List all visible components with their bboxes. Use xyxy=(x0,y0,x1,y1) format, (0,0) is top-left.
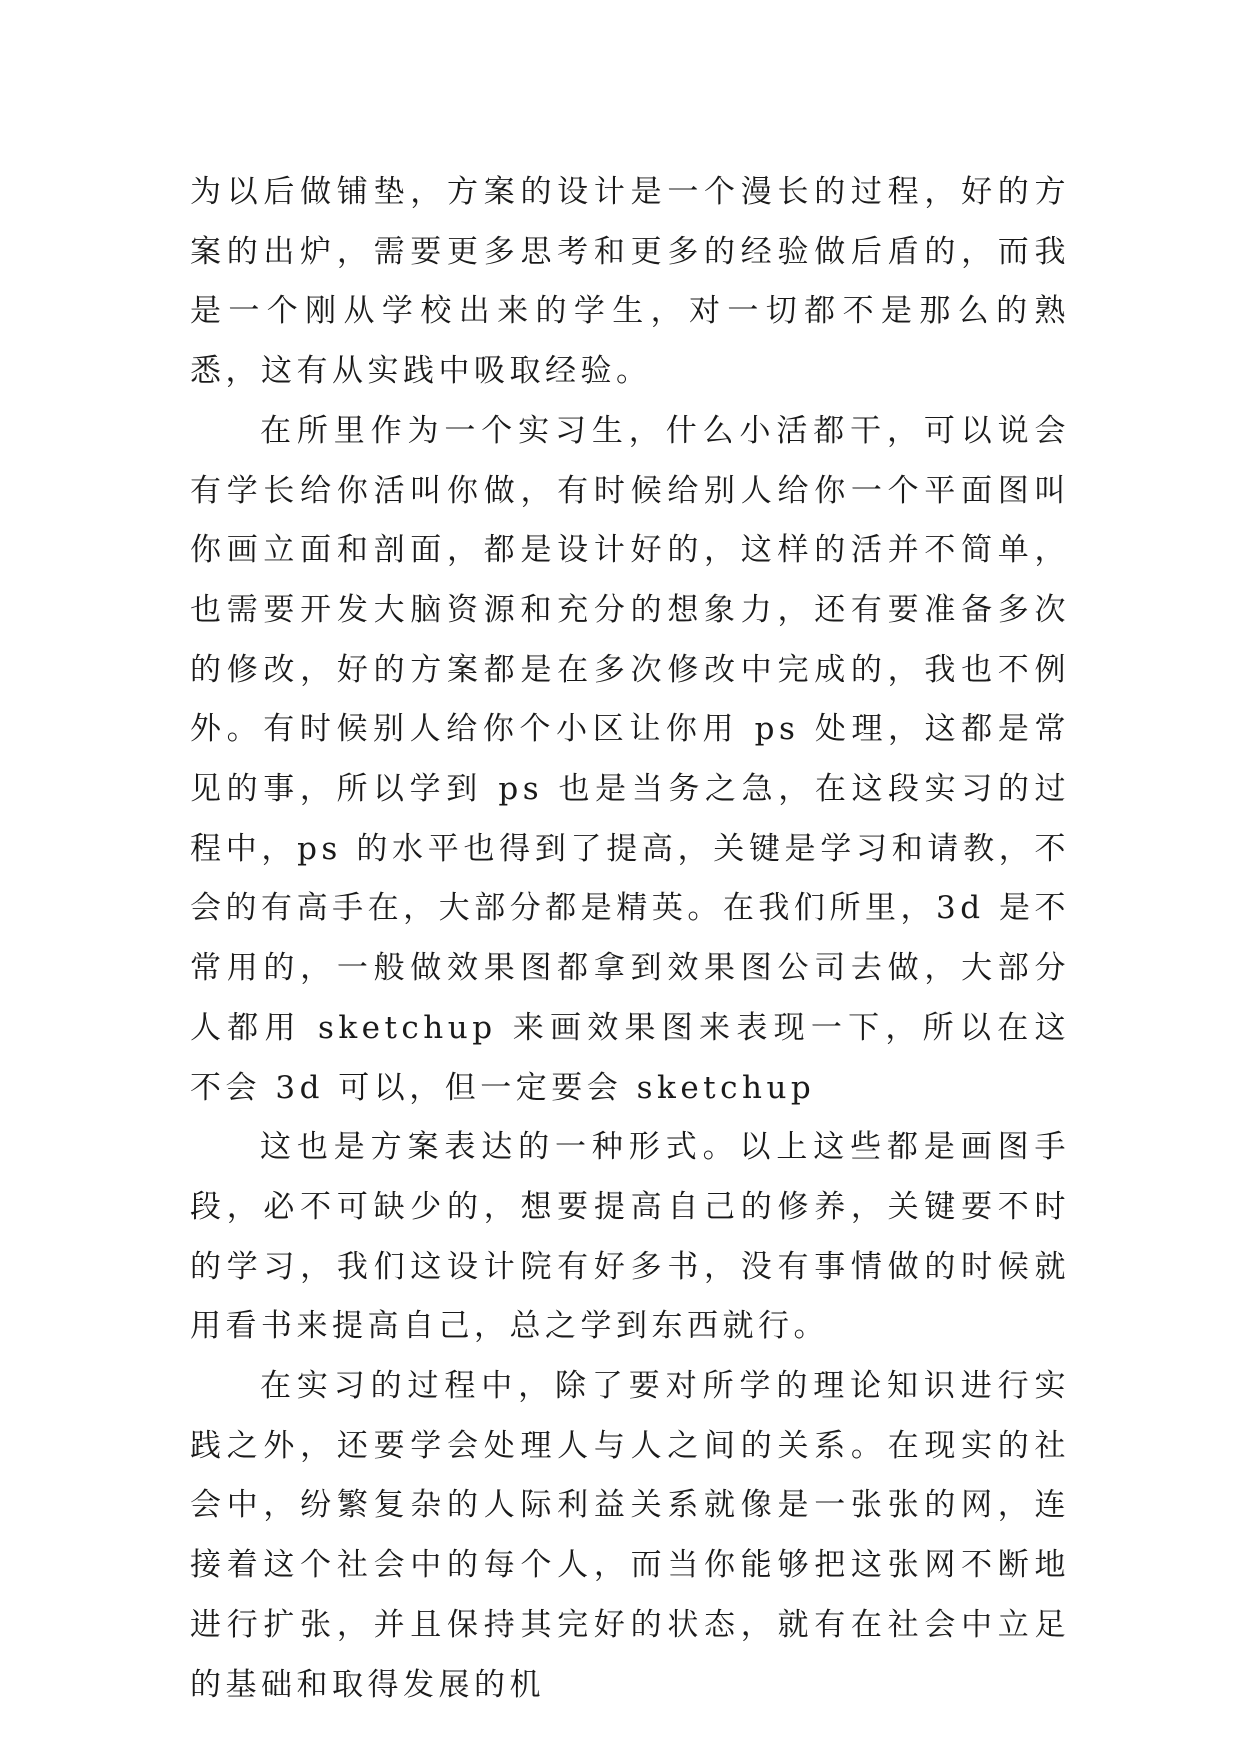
paragraph-1: 为以后做铺垫，方案的设计是一个漫长的过程，好的方案的出炉，需要更多思考和更多的经验做后盾的，而我是一个刚从学校出来的学生，对一切都不是那么的熟悉，这有从实践中吸取经验。 xyxy=(190,174,1070,390)
document-body xyxy=(190,163,1070,1715)
paragraph-4: 在实习的过程中，除了要对所学的理论知识进行实践之外，还要学会处理人与人之间的关系。在现实的社会中，纷繁复杂的人际利益关系就像是一张张的网，连接着这个社会中的每个人，而当你能够把这张网不断地进行扩张，并且保持其完好的状态，就有在社会中立足的基础和取得发展的机 xyxy=(190,1368,1070,1703)
paragraph-2: 在所里作为一个实习生，什么小活都干，可以说会有学长给你活叫你做，有时候给别人给你一个平面图叫你画立面和剖面，都是设计好的，这样的活并不简单，也需要开发大脑资源和充分的想象力，还有要准备多次的修改，好的方案都是在多次修改中完成的，我也不例外。有时候别人给你个小区让你用 ps 处理，这都是常见的事，所以学到 ps 也是当务之急，在这段实习的过程中，ps 的水平也得到了提高，关键是学习和请教，不会的有高手在，大部分都是精英。在我们所里，3d 是不常用的，一般做效果图都拿到效果图公司去做，大部分人都用 sketchup 来画效果图来表现一下，所以在这不会 3d 可以，但一定要会 sketchup xyxy=(190,412,1070,1106)
paragraph-3: 这也是方案表达的一种形式。以上这些都是画图手段，必不可缺少的，想要提高自己的修养，关键要不时的学习，我们这设计院有好多书，没有事情做的时候就用看书来提高自己，总之学到东西就行。 xyxy=(190,1129,1070,1345)
